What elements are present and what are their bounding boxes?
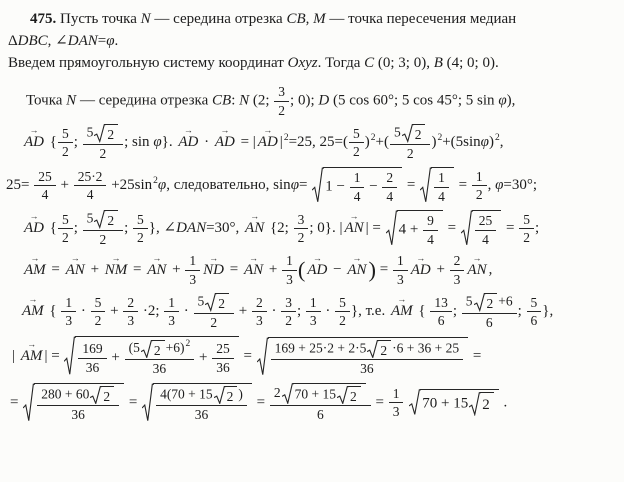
fraction: [471, 169, 488, 203]
fraction: [82, 210, 125, 247]
italic-text: φ: [290, 177, 299, 194]
fraction: [348, 126, 365, 160]
radical: [461, 210, 502, 247]
vector-notation: AD →: [22, 218, 46, 239]
fraction: [251, 295, 268, 329]
fraction-denominator: 2: [94, 313, 102, 329]
fraction-numerator: 1: [61, 295, 76, 313]
fraction-numerator: 280 + 60 2: [37, 386, 119, 407]
fraction-numerator: 3: [294, 212, 309, 230]
italic-text: N: [239, 92, 250, 109]
fraction-denominator: 2: [339, 313, 346, 329]
radical: [23, 383, 124, 423]
vector-notation: AN →: [345, 260, 368, 281]
vector-notation: AM →: [19, 346, 45, 367]
radical: [474, 293, 498, 312]
radical: [141, 340, 165, 359]
radical-sign-icon: [402, 124, 414, 143]
vector-notation: AM →: [22, 260, 48, 281]
radicand: 2: [485, 293, 498, 312]
fraction-denominator: 36: [216, 359, 230, 375]
fraction-denominator: 2: [210, 314, 218, 330]
fraction-denominator: 3: [309, 313, 317, 329]
fraction-numerator: 5 2 +6: [462, 293, 517, 314]
radical-sign-icon: [420, 167, 432, 204]
fraction: [474, 213, 498, 247]
fraction-denominator: 3: [127, 313, 135, 329]
fraction-denominator: 4: [353, 188, 361, 204]
fraction-denominator: 2: [285, 313, 292, 329]
fraction: [193, 293, 236, 330]
fraction-numerator: 25: [212, 341, 234, 359]
fraction: [163, 295, 180, 329]
radicand: 2: [152, 340, 165, 359]
vector-notation: AN →: [64, 260, 87, 281]
bold-text: 475.: [30, 11, 57, 27]
fraction-denominator: 4: [386, 188, 394, 204]
vector-notation: AN →: [342, 218, 365, 239]
final-answer-line: = 280 + 60 2 36 = 4(70 + 15 2 ) 36 = 2 70 + 15 2 6 = $\frac{1}{3}$ 70 + 15 2 .: [10, 384, 508, 423]
fraction-denominator: 3: [453, 271, 461, 287]
fraction-numerator: 3: [281, 295, 296, 313]
radical: [142, 383, 252, 423]
radicand: 2: [225, 386, 238, 405]
solution-text: [0, 9, 624, 423]
radical: [420, 167, 454, 204]
big-paren: ): [368, 256, 376, 282]
radical-sign-icon: [141, 340, 153, 359]
fraction: [334, 295, 351, 329]
fraction-numerator: 5 2: [83, 210, 124, 231]
fraction: [461, 293, 518, 330]
fraction-numerator: 5: [527, 295, 542, 313]
radical-sign-icon: [367, 340, 379, 359]
radical: [94, 210, 118, 229]
fraction: [381, 170, 398, 204]
fraction-denominator: 2: [99, 231, 107, 247]
fraction: [429, 295, 453, 329]
vector-notation: AN →: [243, 218, 266, 239]
vector-notation: AD →: [409, 260, 433, 281]
radical-sign-icon: [337, 386, 349, 405]
fraction-denominator: 2: [99, 145, 107, 161]
italic-text: B: [433, 55, 443, 71]
fraction-numerator: 3: [274, 84, 289, 102]
fraction-numerator: 5 2: [83, 124, 124, 145]
fraction: [155, 386, 248, 423]
fraction-denominator: 4: [86, 187, 94, 203]
fraction-numerator: 2: [450, 253, 465, 271]
vector-notation: AD →: [256, 132, 280, 153]
fraction-numerator: 25·2: [74, 169, 107, 187]
radical: [409, 389, 498, 416]
fraction-denominator: 3: [168, 313, 176, 329]
fraction: [122, 295, 139, 329]
coordinate-setup-line: Введем прямоугольную систему координат Oxyz. Тогда C (0; 3; 0), B (4; 0; 0).: [8, 55, 499, 71]
radical: [214, 386, 238, 405]
fraction-denominator: 4: [427, 231, 434, 247]
superscript: 2: [185, 339, 191, 350]
fraction: [293, 212, 310, 246]
italic-text: N: [140, 11, 151, 27]
problem-statement-line-2: ΔDBC, ∠DAN=φ.: [8, 33, 119, 49]
fraction-numerator: 2: [382, 170, 397, 188]
radicand: 2: [378, 340, 391, 359]
radicand: [431, 167, 454, 204]
fraction-denominator: 36: [152, 361, 167, 377]
fraction-numerator: 1: [350, 170, 365, 188]
italic-text: φ: [498, 92, 507, 109]
fraction: [349, 170, 366, 204]
radicand: [268, 337, 468, 377]
fraction: [518, 212, 535, 246]
superscript: 2: [370, 132, 376, 143]
fraction-numerator: 5: [349, 126, 364, 144]
fraction-denominator: 36: [71, 407, 85, 423]
radical: [94, 124, 118, 143]
vector-an-length-line: AD → { $\frac{5}{2}$ ; 5 2 2 ; $\frac{5}{2}$ }, ∠DAN=30°, AN → {2; $\frac{3}{2}$ ; 0}. | AN → | = 4 + $\frac{9}{4}$ = $\frac{25}{4}$ = $\frac{5}{2}$ ;: [0, 210, 624, 247]
fraction: [281, 253, 298, 287]
fraction-denominator: 2: [137, 230, 144, 246]
radical-sign-icon: [409, 389, 421, 416]
italic-text: CB: [286, 11, 306, 27]
superscript: 2: [153, 176, 158, 187]
vector-notation: AD →: [176, 132, 200, 153]
radicand: 1 − $\frac{1}{4}$ − $\frac{2}{4}$: [323, 167, 402, 204]
fraction-numerator: 4(70 + 15 2 ): [156, 386, 247, 407]
fraction: [124, 339, 196, 377]
radical-sign-icon: [64, 336, 76, 377]
fraction-denominator: 36: [85, 359, 100, 375]
fraction: [73, 169, 108, 203]
radical-sign-icon: [282, 383, 294, 405]
fraction: [60, 295, 77, 329]
fraction-denominator: 3: [189, 271, 197, 287]
fraction-numerator: 5: [519, 212, 534, 230]
vector-notation: AM →: [389, 301, 415, 322]
vector-notation: AD →: [22, 132, 46, 153]
fraction-numerator: 1: [393, 253, 408, 271]
radical-sign-icon: [386, 210, 398, 247]
radical: [386, 210, 443, 247]
fraction-numerator: 5 2: [194, 293, 235, 314]
radicand: 2: [101, 386, 114, 405]
fraction-denominator: 3: [396, 271, 404, 287]
italic-text: φ: [495, 177, 504, 194]
fraction-denominator: 36: [360, 361, 374, 377]
fraction-numerator: 1: [282, 253, 297, 271]
vector-am-components-line: AM → { $\frac{1}{3}$ · $\frac{5}{2}$ + $\frac{2}{3}$ ·2; $\frac{1}{3}$ · 5 2 2 + $\frac{2}{3}$ · $\frac{3}{2}$ ; $\frac{1}{3}$ · $\frac{5}{2}$ }, т.е. AM → { $\frac{13}{6}$ ; 5 2 +6 6 ; $\frac{5}{6}$ },: [0, 293, 624, 330]
radical-sign-icon: [257, 337, 269, 377]
fraction: [433, 170, 450, 204]
fraction-numerator: 5: [58, 126, 73, 144]
italic-text: N: [66, 92, 77, 109]
fraction: [211, 341, 235, 375]
italic-text: DAN: [67, 33, 98, 49]
fraction: [526, 295, 543, 329]
point-definitions-line: Точка N — середина отрезка CB: N (2; $\frac{3}{2}$ ; 0); D (5 cos 60°; 5 cos 45°; 5 sin φ),: [26, 84, 516, 118]
radicand: [34, 383, 124, 423]
vector-notation: AN →: [465, 260, 488, 281]
italic-text: φ: [153, 133, 162, 150]
fraction-denominator: 6: [437, 313, 445, 329]
radicand: 2: [216, 293, 229, 312]
radical-sign-icon: [474, 293, 486, 312]
radicand: [472, 210, 502, 247]
vector-notation: AD →: [213, 132, 237, 153]
fraction: [422, 213, 439, 247]
radical-sign-icon: [90, 386, 102, 405]
vector-ad-dot-product-line: AD → { $\frac{5}{2}$ ; 5 2 2 ; sin φ}. AD → · AD → = | AD → $|^2=25$, 25=( $\frac{5}{2}$ )$^2$+( 5 2 2 )$^2+(5\sin\varphi)^2$,: [0, 124, 624, 161]
vector-notation: AM →: [20, 301, 46, 322]
vector-notation: AN →: [242, 260, 265, 281]
italic-text: φ: [480, 133, 489, 150]
fraction-denominator: 4: [41, 187, 49, 203]
radicand: 4 + $\frac{9}{4}$: [397, 210, 443, 247]
fraction: [392, 253, 409, 287]
fraction: [388, 386, 405, 420]
fraction-denominator: 4: [482, 231, 489, 247]
italic-text: φ: [106, 33, 115, 49]
fraction-numerator: 5: [91, 295, 106, 313]
fraction-numerator: 5: [58, 212, 73, 230]
radical: [64, 336, 238, 377]
fraction-denominator: 4: [438, 188, 445, 204]
fraction-numerator: 2: [123, 295, 138, 313]
fraction-numerator: 1: [164, 295, 179, 313]
radicand: 2: [413, 124, 426, 143]
radical-sign-icon: [94, 124, 106, 143]
fraction-numerator: 2: [252, 295, 267, 313]
fraction-denominator: 6: [485, 314, 493, 330]
big-paren: (: [297, 256, 306, 282]
fraction-numerator: 13: [430, 295, 452, 313]
fraction-denominator: 2: [61, 144, 69, 160]
problem-statement-line-1: 475. Пусть точка N — середина отрезка CB, M — точка пересечения медиан: [30, 11, 517, 27]
radical: [469, 392, 494, 416]
radicand: $\frac{169}{36}$ + (5 2 +6)$^2$ 36 + $\frac{25}{36}$: [75, 336, 238, 377]
fraction: [449, 253, 466, 287]
radicand: 70 + 15 2: [293, 383, 366, 405]
radicand: 70 + 15 2: [420, 389, 498, 416]
fraction-numerator: 25: [34, 169, 56, 187]
vector-notation: NM →: [103, 260, 130, 281]
fraction-numerator: 169 + 25·2 + 2·5 2 ·6 + 36 + 25: [271, 340, 463, 361]
italic-text: Oxyz: [287, 55, 318, 71]
fraction-denominator: 3: [392, 404, 400, 420]
fraction: [132, 212, 149, 246]
fraction: [36, 386, 120, 423]
fraction-denominator: 6: [316, 407, 324, 423]
radical: [367, 340, 391, 359]
radical: [257, 337, 468, 377]
fraction-numerator: 5 2: [390, 124, 431, 145]
radical: [312, 167, 402, 204]
fraction: [77, 341, 107, 375]
italic-text: DAN: [176, 220, 207, 237]
fraction-numerator: 9: [423, 213, 438, 231]
superscript: 2: [437, 132, 443, 143]
fraction: [57, 126, 74, 160]
sin-phi-solution-line: 25= $\frac{25}{4}$ + $\frac{25\cdot 2}{4}$ $+25\sin^2\varphi$, следовательно, sinφ= 1 − $\frac{1}{4}$ − $\frac{2}{4}$ = $\frac{1}{4}$ = $\frac{1}{2}$ , φ=30°;: [6, 168, 538, 204]
italic-text: D: [318, 92, 330, 109]
radical-sign-icon: [214, 386, 226, 405]
fraction-denominator: 2: [61, 230, 69, 246]
fraction-denominator: 3: [286, 271, 293, 287]
radical: [205, 293, 229, 312]
fraction-numerator: (5 2 +6)$^2$: [125, 339, 195, 360]
radicand: 2: [105, 124, 118, 143]
fraction-numerator: 169: [78, 341, 106, 359]
radical: [90, 386, 114, 405]
am-length-expansion-line: | AM → | = $\frac{169}{36}$ + (5 2 +6)$^2$ 36 + $\frac{25}{36}$ = 169 + 25·2 + 2·5 2 ·6 + 36 + 25 36 =: [0, 336, 624, 377]
fraction-denominator: 2: [297, 230, 305, 246]
fraction-denominator: 3: [255, 313, 263, 329]
radical-sign-icon: [94, 210, 106, 229]
fraction-numerator: 1: [389, 386, 404, 404]
fraction-numerator: 1: [306, 295, 321, 313]
fraction: [270, 340, 464, 377]
fraction: [82, 124, 125, 161]
vector-notation: ND →: [201, 260, 226, 281]
fraction-denominator: 36: [194, 407, 209, 423]
radicand: [153, 383, 252, 423]
fraction: [90, 295, 107, 329]
fraction-numerator: 1: [185, 253, 200, 271]
superscript: 2: [283, 132, 289, 143]
radicand: 2: [480, 392, 494, 416]
fraction-denominator: 2: [406, 145, 414, 161]
fraction-denominator: 2: [278, 102, 286, 118]
radical-sign-icon: [205, 293, 217, 312]
vector-notation: AD →: [305, 260, 329, 281]
fraction-denominator: 3: [65, 313, 73, 329]
fraction: [305, 295, 322, 329]
fraction: [57, 212, 74, 246]
fraction: [280, 295, 297, 329]
radical-sign-icon: [461, 210, 473, 247]
fraction-numerator: 1: [472, 169, 487, 187]
italic-text: φ: [157, 177, 167, 194]
fraction-numerator: 5: [335, 295, 350, 313]
radical: [282, 383, 366, 405]
radicand: 2: [105, 210, 118, 229]
radical-sign-icon: [23, 383, 35, 423]
radical-sign-icon: [312, 167, 324, 204]
fraction-denominator: 2: [352, 144, 360, 160]
italic-text: DBC: [17, 33, 48, 49]
superscript: 2: [494, 132, 500, 143]
fraction: [273, 84, 290, 118]
italic-text: M: [313, 11, 326, 27]
fraction: [184, 253, 201, 287]
fraction-denominator: 6: [530, 313, 538, 329]
fraction-denominator: 2: [475, 187, 483, 203]
radicand: 2: [348, 386, 361, 405]
fraction-numerator: 25: [475, 213, 497, 231]
fraction: [269, 383, 372, 423]
fraction-numerator: 5: [133, 212, 148, 230]
fraction-denominator: 2: [523, 230, 531, 246]
radical-sign-icon: [142, 383, 154, 423]
radical: [402, 124, 426, 143]
vector-am-decomposition-line: AM → = AN → + NM → = AN → + $\frac{1}{3}$ ND → = AN → + $\frac{1}{3}$ ( AD → − AN →) = $\frac{1}{3}$ AD → + $\frac{2}{3}$ AN → ,: [0, 253, 624, 287]
radical: [337, 386, 361, 405]
radical-sign-icon: [469, 392, 481, 416]
vector-notation: AN →: [145, 260, 168, 281]
fraction-numerator: 2 70 + 15 2: [270, 383, 371, 407]
fraction: [389, 124, 432, 161]
fraction: [33, 169, 57, 203]
italic-text: C: [364, 55, 375, 71]
italic-text: CB: [212, 92, 232, 109]
fraction-numerator: 1: [434, 170, 449, 188]
